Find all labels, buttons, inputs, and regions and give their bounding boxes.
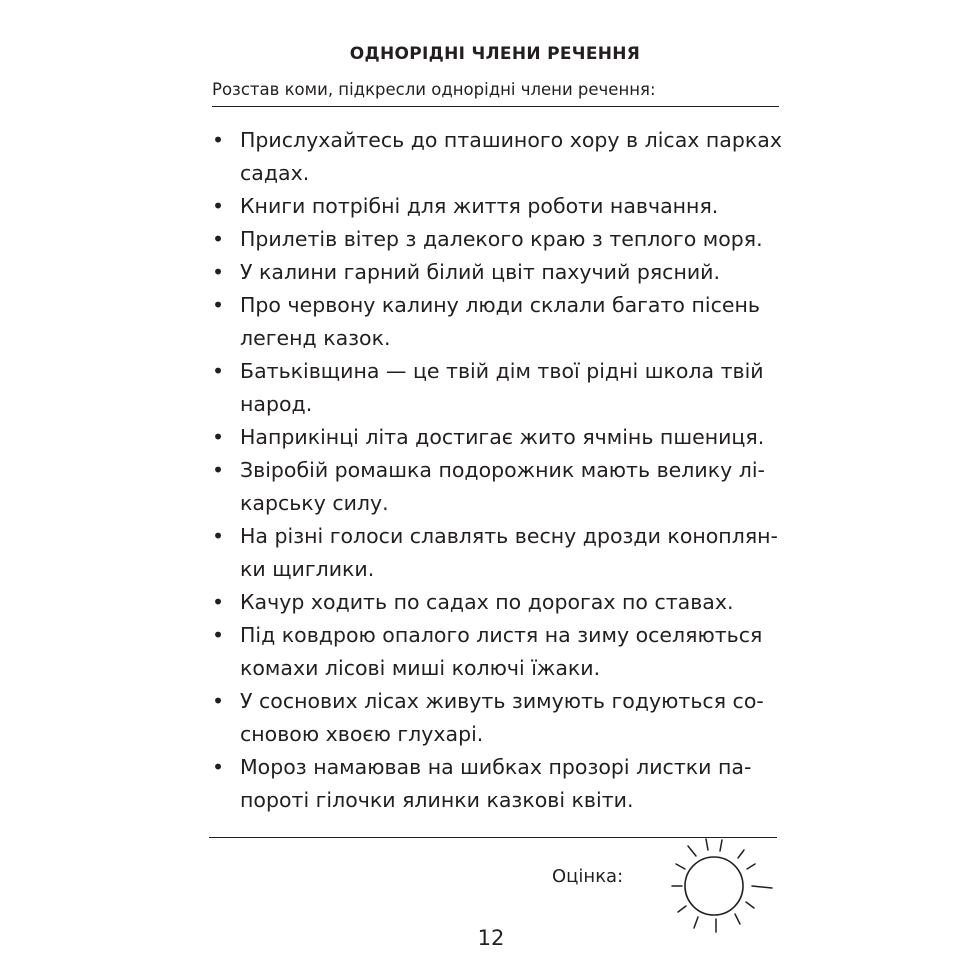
bullet-icon: •	[212, 458, 225, 482]
sentence-line: Про червону калину люди склали багато пісень	[240, 293, 760, 317]
list-item	[212, 454, 792, 520]
list-item	[212, 685, 792, 751]
sentence-line: Прилетів вітер з далекого краю з теплого моря.	[240, 227, 763, 251]
sentence-line: народ.	[240, 392, 313, 416]
bullet-icon: •	[212, 260, 225, 284]
bullet-icon: •	[212, 623, 225, 647]
instruction-text: Розстав коми, підкресли однорідні члени речення:	[212, 80, 656, 99]
sentence-line: легенд казок.	[240, 326, 391, 350]
sentence-line: На різні голоси славлять весну дрозди коноплян-	[240, 524, 778, 548]
bullet-icon: •	[212, 524, 225, 548]
sentence-list	[212, 124, 792, 817]
sentence-line: Звіробій ромашка подорожник мають велику лі-	[240, 458, 765, 482]
sentence-line: Мороз намаював на шибках прозорі листки па-	[240, 755, 752, 779]
list-item	[212, 751, 792, 817]
sentence-line: Прислухайтесь до пташиного хору в лісах парках	[240, 128, 782, 152]
page-number: 12	[477, 926, 505, 950]
sentence-line: ки щиглики.	[240, 557, 375, 581]
sentence-line: Батьківщина — це твій дім твої рідні школа твій	[240, 359, 764, 383]
bullet-icon: •	[212, 689, 225, 713]
sentence-line: Під ковдрою опалого листя на зиму оселяються	[240, 623, 763, 647]
bullet-icon: •	[212, 755, 225, 779]
sentence-line: Наприкінці літа достигає жито ячмінь пшениця.	[240, 425, 765, 449]
list-item	[212, 223, 792, 256]
score-label: Оцінка:	[552, 866, 624, 887]
list-item	[212, 619, 792, 685]
bullet-icon: •	[212, 359, 225, 383]
sentence-line: комахи лісові миші колючі їжаки.	[240, 656, 601, 680]
bullet-icon: •	[212, 293, 225, 317]
page-title: ОДНОРІДНІ ЧЛЕНИ РЕЧЕННЯ	[349, 44, 641, 64]
list-item	[212, 520, 792, 586]
sentence-line: Книги потрібні для життя роботи навчання.	[240, 194, 719, 218]
sentence-line: У соснових лісах живуть зимують годуються со-	[240, 689, 764, 713]
bullet-icon: •	[212, 128, 225, 152]
bullet-icon: •	[212, 194, 225, 218]
sun-icon	[660, 836, 780, 936]
list-item	[212, 421, 792, 454]
list-item	[212, 190, 792, 223]
bullet-icon: •	[212, 425, 225, 449]
list-item	[212, 124, 792, 190]
bullet-icon: •	[212, 227, 225, 251]
list-item	[212, 586, 792, 619]
sentence-line: карську силу.	[240, 491, 389, 515]
list-item	[212, 289, 792, 355]
sentence-line: сновою хвоєю глухарі.	[240, 722, 484, 746]
instruction-underline	[212, 106, 779, 107]
list-item	[212, 355, 792, 421]
sentence-line: У калини гарний білий цвіт пахучий рясний.	[240, 260, 721, 284]
list-item	[212, 256, 792, 289]
sentence-line: Качур ходить по садах по дорогах по ставах.	[240, 590, 734, 614]
sentence-line: пороті гілочки ялинки казкові квіти.	[240, 788, 634, 812]
sentence-line: садах.	[240, 161, 310, 185]
bullet-icon: •	[212, 590, 225, 614]
